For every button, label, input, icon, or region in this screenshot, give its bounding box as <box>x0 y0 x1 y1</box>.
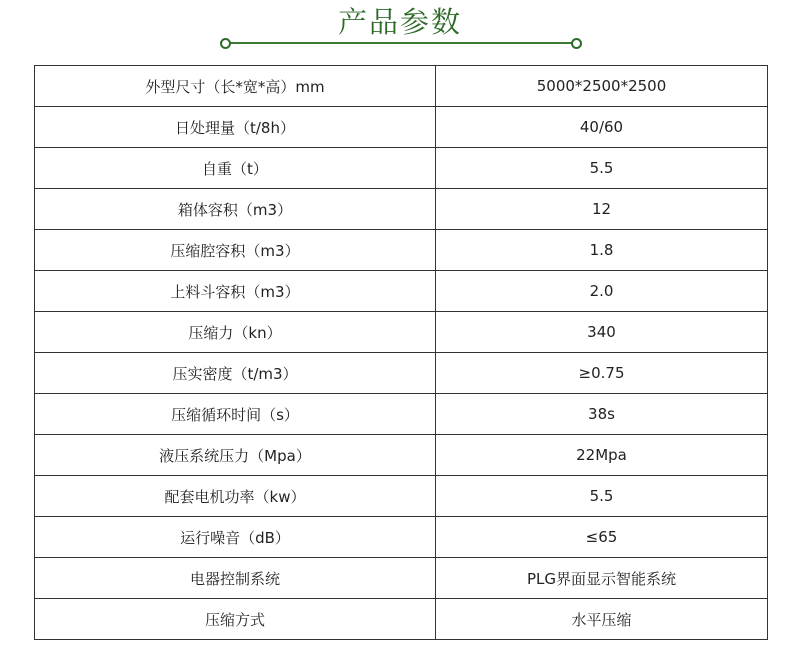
parameter-value: ≤65 <box>436 517 768 558</box>
page-title: 产品参数 <box>337 5 462 39</box>
parameter-label: 运行噪音（dB） <box>35 517 436 558</box>
table-row <box>35 66 768 107</box>
title-divider <box>220 37 582 49</box>
table-row <box>35 394 768 435</box>
table-row <box>35 312 768 353</box>
table-row <box>35 435 768 476</box>
parameter-label: 压缩方式 <box>35 599 436 640</box>
parameter-label: 压实密度（t/m3） <box>35 353 436 394</box>
parameter-value: 340 <box>436 312 768 353</box>
parameter-value: 12 <box>436 189 768 230</box>
parameter-label: 自重（t） <box>35 148 436 189</box>
parameter-value: 水平压缩 <box>436 599 768 640</box>
parameter-value: PLG界面显示智能系统 <box>436 558 768 599</box>
table-row <box>35 271 768 312</box>
table-row <box>35 599 768 640</box>
parameter-label: 箱体容积（m3） <box>35 189 436 230</box>
parameter-value: 2.0 <box>436 271 768 312</box>
parameter-label: 压缩腔容积（m3） <box>35 230 436 271</box>
table-row <box>35 353 768 394</box>
parameter-label: 日处理量（t/8h） <box>35 107 436 148</box>
parameter-label: 电器控制系统 <box>35 558 436 599</box>
parameter-label: 配套电机功率（kw） <box>35 476 436 517</box>
parameter-label: 压缩循环时间（s） <box>35 394 436 435</box>
parameter-value: 5.5 <box>436 476 768 517</box>
parameter-label: 外型尺寸（长*宽*高）mm <box>35 66 436 107</box>
parameter-value: 5000*2500*2500 <box>436 66 768 107</box>
table-row <box>35 189 768 230</box>
table-row <box>35 107 768 148</box>
parameter-label: 压缩力（kn） <box>35 312 436 353</box>
product-parameters-table <box>34 65 768 640</box>
table-row <box>35 148 768 189</box>
table-row <box>35 476 768 517</box>
divider-left-dot <box>220 38 231 49</box>
table-row <box>35 517 768 558</box>
divider-right-dot <box>571 38 582 49</box>
table-row <box>35 230 768 271</box>
divider-line <box>229 42 573 44</box>
parameter-label: 上料斗容积（m3） <box>35 271 436 312</box>
parameter-value: 40/60 <box>436 107 768 148</box>
table-row <box>35 558 768 599</box>
parameter-value: ≥0.75 <box>436 353 768 394</box>
parameter-value: 1.8 <box>436 230 768 271</box>
parameter-label: 液压系统压力（Mpa） <box>35 435 436 476</box>
parameter-value: 5.5 <box>436 148 768 189</box>
parameter-value: 22Mpa <box>436 435 768 476</box>
parameter-value: 38s <box>436 394 768 435</box>
